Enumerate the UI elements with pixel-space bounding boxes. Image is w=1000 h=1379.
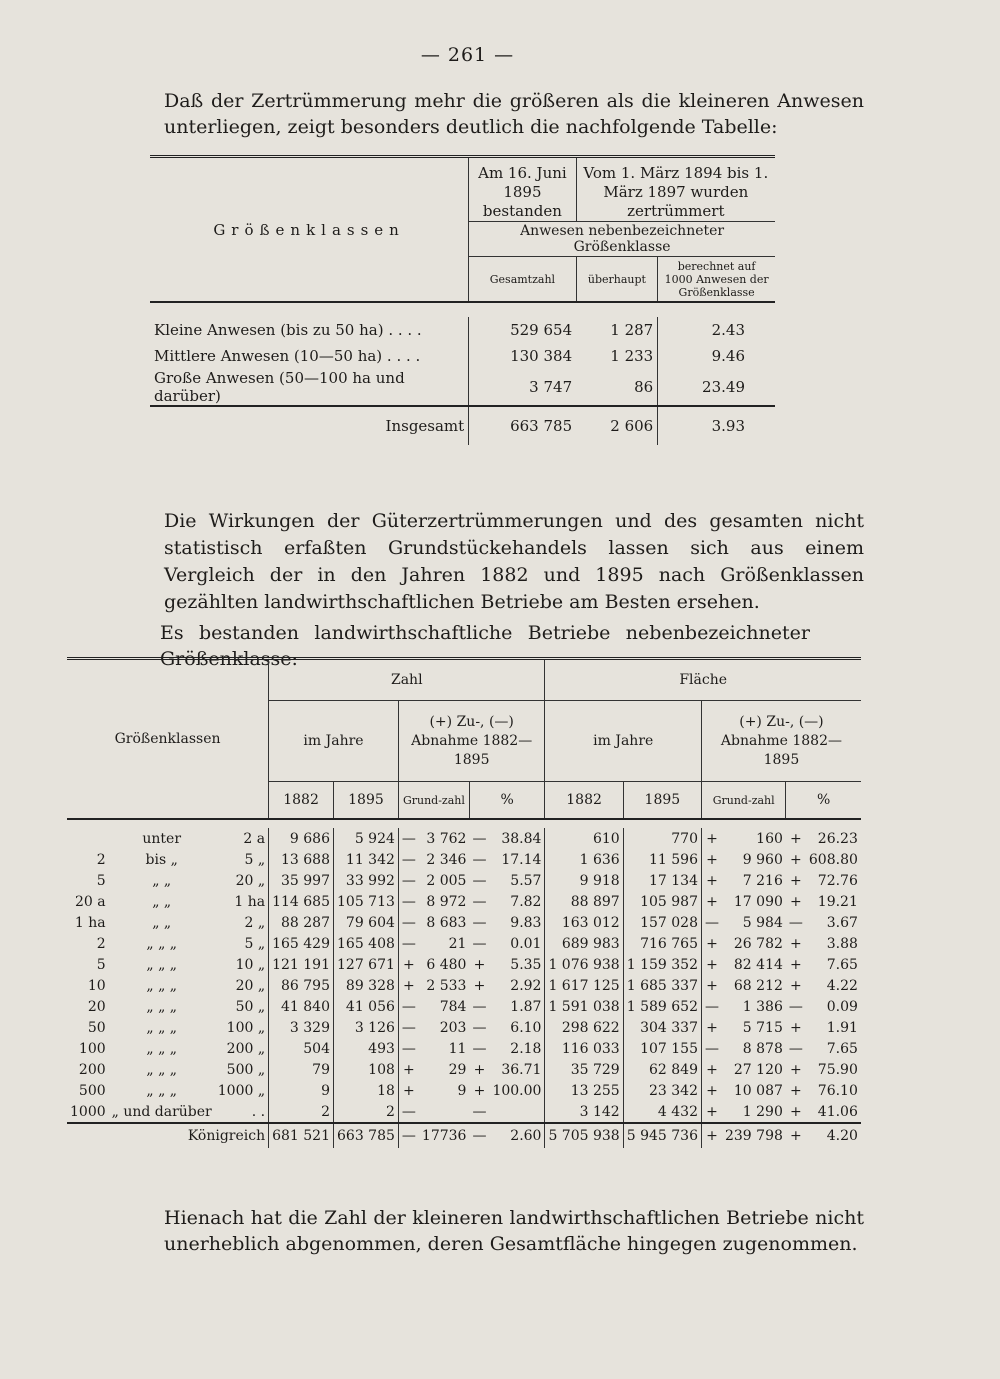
table-cell-b: „ „ „ bbox=[146, 935, 178, 952]
intro-paragraph: Daß der Zertrümmerung mehr die größeren als die kleineren Anwesen unterliegen, zeigt besonders deutlich die nachfolgende Tabelle: bbox=[164, 90, 864, 138]
t2-head-im-jahre-f: im Jahre bbox=[545, 701, 702, 782]
table-cell-a: 200 bbox=[78, 1061, 106, 1078]
table-cell-z82: 41 840 bbox=[269, 996, 334, 1017]
table-cell-fps: + bbox=[790, 956, 802, 973]
table-cell-b: „ „ bbox=[152, 872, 172, 889]
table-row: Mittlere Anwesen (10—50 ha) . . . . 130 384 1 233 9.46 bbox=[150, 343, 775, 369]
table-cell-c: 1 ha bbox=[234, 893, 266, 910]
table-cell-fg: 10 087 bbox=[733, 1082, 783, 1099]
table-cell-z82: 35 997 bbox=[269, 870, 334, 891]
table-cell-f82: 35 729 bbox=[545, 1059, 623, 1080]
table-cell-b: bis „ bbox=[145, 851, 178, 868]
table-cell-c: 500 „ bbox=[226, 1061, 266, 1078]
table-cell-fpv: 72.76 bbox=[817, 872, 858, 889]
table-cell-a: 10 bbox=[87, 977, 106, 994]
table-cell-f95: 1 589 652 bbox=[623, 996, 701, 1017]
table-row bbox=[67, 1017, 861, 1038]
table-cell-c: 20 „ bbox=[235, 872, 266, 889]
table-cell-z95: 108 bbox=[334, 1059, 399, 1080]
table-cell-c: 5 „ bbox=[244, 851, 266, 868]
table-cell-fg: 17 090 bbox=[733, 893, 783, 910]
table-cell-a: 2 bbox=[96, 935, 106, 952]
table-cell-ps: — bbox=[472, 851, 487, 868]
table-cell-fs: + bbox=[701, 1101, 722, 1123]
table-cell-f82: 116 033 bbox=[545, 1038, 623, 1059]
table-cell-fg: 7 216 bbox=[742, 872, 783, 889]
table-cell-fps: + bbox=[790, 1061, 802, 1078]
table-cell-z95: 127 671 bbox=[334, 954, 399, 975]
table-cell-fs: + bbox=[701, 828, 722, 849]
table-cell-zg: 9 bbox=[457, 1082, 467, 1099]
table-cell-fg: 5 715 bbox=[742, 1019, 783, 1036]
table-cell-fps: + bbox=[790, 935, 802, 952]
table-row bbox=[67, 828, 861, 849]
table-cell-zg bbox=[419, 1101, 470, 1123]
table-cell-f82: 689 983 bbox=[545, 933, 623, 954]
table-cell-pv: 36.71 bbox=[501, 1061, 542, 1078]
table-cell-z82: 504 bbox=[269, 1038, 334, 1059]
table-cell-zs: — bbox=[398, 849, 419, 870]
table-cell-z82: 165 429 bbox=[269, 933, 334, 954]
table-cell-ps: — bbox=[472, 1103, 487, 1120]
table-cell-f82: 88 897 bbox=[545, 891, 623, 912]
table-intro-paragraph: Es bestanden landwirthschaftliche Betriebe nebenbezeichneter Größenklasse: bbox=[160, 622, 810, 670]
table-cell-fps: + bbox=[790, 872, 802, 889]
table-cell-z82: 2 bbox=[269, 1101, 334, 1123]
table-cell-zs: — bbox=[398, 870, 419, 891]
table-cell-b: unter bbox=[142, 830, 182, 847]
table-cell-zs: — bbox=[398, 996, 419, 1017]
table-cell-fpv: 0.09 bbox=[826, 998, 858, 1015]
table-cell-pv: 1.87 bbox=[510, 998, 542, 1015]
table-cell-pv bbox=[489, 1101, 545, 1123]
table-cell-zg: 3 762 bbox=[426, 830, 467, 847]
table-cell-fpv: 608.80 bbox=[808, 851, 858, 868]
table-cell-z82: 13 688 bbox=[269, 849, 334, 870]
body-paragraph: Die Wirkungen der Güterzertrümmerungen und des gesamten nicht statistisch erfaßten Grundstückehandels lassen sich aus einem Vergleich der in den Jahren 1882 und 1895 nach Größenklassen gezählten landwirthschaftlichen Betriebe am Besten ersehen. bbox=[164, 510, 864, 613]
table-cell-zs: + bbox=[398, 975, 419, 996]
table-cell-z82: 3 329 bbox=[269, 1017, 334, 1038]
table-cell-z82: 9 bbox=[269, 1080, 334, 1101]
table-zertruemmerung bbox=[150, 155, 775, 445]
table-cell-a: 50 bbox=[87, 1019, 106, 1036]
table-cell-f82: 9 918 bbox=[545, 870, 623, 891]
table-cell-c: 1000 „ bbox=[217, 1082, 266, 1099]
table-row bbox=[67, 975, 861, 996]
table-cell-zg: 8 683 bbox=[426, 914, 467, 931]
table-cell-fs: — bbox=[701, 996, 722, 1017]
table-cell-ps: + bbox=[473, 1061, 486, 1078]
table-cell-c: 2 a bbox=[243, 830, 266, 847]
table-cell-fg: 1 386 bbox=[742, 998, 783, 1015]
table-cell-fps: + bbox=[790, 830, 802, 847]
table-cell-f95: 23 342 bbox=[623, 1080, 701, 1101]
table-cell-pv: 2.18 bbox=[510, 1040, 542, 1057]
t2-head-flaeche: Fläche bbox=[545, 659, 861, 701]
t2-head-im-jahre: im Jahre bbox=[269, 701, 399, 782]
table-cell-z82: 79 bbox=[269, 1059, 334, 1080]
table-cell-fs: + bbox=[701, 1080, 722, 1101]
table-cell-fs: + bbox=[701, 891, 722, 912]
table-cell-f95: 157 028 bbox=[623, 912, 701, 933]
table-cell-fpv: 75.90 bbox=[817, 1061, 858, 1078]
table-cell-f82: 1 617 125 bbox=[545, 975, 623, 996]
table-cell-fps: + bbox=[790, 851, 802, 868]
table-cell-pv: 5.57 bbox=[510, 872, 542, 889]
table-cell-c: 5 „ bbox=[244, 935, 266, 952]
t1-head-vom: Vom 1. März 1894 bis 1. März 1897 wurden zertrümmert bbox=[576, 157, 775, 222]
page-number: — 261 — bbox=[420, 44, 515, 66]
table-cell-f82: 610 bbox=[545, 828, 623, 849]
table-row bbox=[67, 912, 861, 933]
table-cell-zs: — bbox=[398, 828, 419, 849]
table-cell-pv: 100.00 bbox=[492, 1082, 542, 1099]
t1-head-berechnet: berechnet auf 1000 Anwesen der Größenklasse bbox=[658, 257, 775, 303]
table-row bbox=[67, 954, 861, 975]
table-cell-fg: 82 414 bbox=[733, 956, 783, 973]
t1-head-class: Größenklassen bbox=[213, 220, 405, 239]
table-cell-z95: 493 bbox=[334, 1038, 399, 1059]
table-cell-a: 1 ha bbox=[74, 914, 106, 931]
table-cell-pv: 0.01 bbox=[510, 935, 542, 952]
table-cell-ps: — bbox=[472, 830, 487, 847]
table-cell-f82: 13 255 bbox=[545, 1080, 623, 1101]
table-cell-b: „ „ „ bbox=[146, 1061, 178, 1078]
table-cell-z95: 79 604 bbox=[334, 912, 399, 933]
table-cell-z95: 3 126 bbox=[334, 1017, 399, 1038]
table-betriebe: Größenklassen Zahl Fläche im Jahre (+) Zu-, (—) Abnahme 1882—1895 im Jahre (+) Zu-, (—) Abnahme 1882—1895 1882 1895 Grund-zahl % 1882 1895 Grund-zahl % unter 2 a 9 686 5 924 — 3 762 — 38.84 610 770 + 160 + 26.23 2 bis „ 5 „ 13 688 11 342 — 2 346 — 17.14 1 636 11 596 + 9 960 + 608.80 5 „ „ 20 „ 35 997 33 992 — 2 005 — 5.57 9 918 17 134 + 7 216 + 72.76 20 a „ „ 1 ha 114 685 105 713 — 8 972 — 7.82 88 897 105 987 + 17 090 + 19.21 1 ha „ „ 2 „ 88 287 79 604 — 8 683 — 9.83 163 012 157 028 — 5 984 — 3.67 2 „ „ „ 5 „ 165 429 165 408 — 21 — 0.01 689 983 716 765 + 26 782 + 3.88 5 „ „ „ 10 „ 121 191 127 671 + 6 480 + 5.35 1 076 938 1 159 352 + 82 414 + 7.65 10 „ „ „ 20 „ 86 795 89 328 + 2 533 + 2.92 1 617 125 1 685 337 + 68 212 + 4.22 20 „ „ „ 50 „ 41 840 41 056 — 784 — 1.87 1 591 038 1 589 652 — 1 386 — 0.09 50 „ „ „ 100 „ 3 329 3 126 — 203 — 6.10 298 622 304 337 + 5 715 + 1.91 100 „ „ „ 200 „ 504 493 — 11 — 2.18 116 033 107 155 — 8 878 — 7.65 200 „ „ „ 500 „ 79 108 + 29 + 36.71 35 729 62 849 + 27 120 + 75.90 500 „ „ „ 1000 „ 9 18 + 9 + 100.00 13 255 23 342 + 10 087 + 76.10 1000 „ und darüber . . 2 2 — — 3 142 4 432 + 1 290 + 41.06 Königreich 681 521 663 785 — 17736 — 2.60 5 705 938 5 945 736 + 239 798 + 4.20 bbox=[67, 657, 861, 1148]
table-cell-pv: 38.84 bbox=[501, 830, 542, 847]
table-cell-f95: 62 849 bbox=[623, 1059, 701, 1080]
table-cell-pv: 7.82 bbox=[510, 893, 542, 910]
table-cell-a: 1000 bbox=[70, 1103, 106, 1120]
table-row: Große Anwesen (50—100 ha und darüber) 3 747 86 23.49 bbox=[150, 369, 775, 406]
table-cell-fs: + bbox=[701, 849, 722, 870]
table-cell-fg: 1 290 bbox=[742, 1103, 783, 1120]
table-cell-c: . . bbox=[251, 1103, 266, 1120]
table-cell-a: 100 bbox=[78, 1040, 106, 1057]
table-cell-zg: 29 bbox=[448, 1061, 467, 1078]
t1-head-ueberhaupt: überhaupt bbox=[576, 257, 658, 303]
table-cell-pv: 6.10 bbox=[510, 1019, 542, 1036]
table-cell-fg: 8 878 bbox=[742, 1040, 783, 1057]
table-cell-z95: 5 924 bbox=[334, 828, 399, 849]
table-cell-fs: + bbox=[701, 975, 722, 996]
table-cell-b: „ „ „ bbox=[146, 1019, 178, 1036]
table-cell-ps: + bbox=[473, 1082, 486, 1099]
table-cell-b: „ „ „ bbox=[146, 1040, 178, 1057]
table-cell-fpv: 1.91 bbox=[826, 1019, 858, 1036]
table-cell-f82: 1 591 038 bbox=[545, 996, 623, 1017]
table-cell-z95: 41 056 bbox=[334, 996, 399, 1017]
table-cell-f82: 298 622 bbox=[545, 1017, 623, 1038]
table-cell-zs: + bbox=[398, 954, 419, 975]
table-cell-zs: + bbox=[398, 1080, 419, 1101]
table-cell-z82: 9 686 bbox=[269, 828, 334, 849]
table-cell-zg: 2 533 bbox=[426, 977, 467, 994]
table-cell-z82: 121 191 bbox=[269, 954, 334, 975]
table-row bbox=[67, 891, 861, 912]
t1-head-gesamt: Gesamtzahl bbox=[469, 257, 576, 303]
table-cell-fs: + bbox=[701, 1059, 722, 1080]
table-cell-z95: 2 bbox=[334, 1101, 399, 1123]
table-cell-fps: + bbox=[790, 1082, 802, 1099]
table-cell-f82: 3 142 bbox=[545, 1101, 623, 1123]
table-cell-c: 50 „ bbox=[235, 998, 266, 1015]
t2-head-zahl: Zahl bbox=[269, 659, 545, 701]
table-cell-f95: 770 bbox=[623, 828, 701, 849]
table-cell-z95: 33 992 bbox=[334, 870, 399, 891]
total-row: Königreich 681 521 663 785 — 17736 — 2.60 5 705 938 5 945 736 + 239 798 + 4.20 bbox=[67, 1123, 861, 1148]
table-cell-fps: + bbox=[790, 1103, 802, 1120]
table-cell-f82: 1 636 bbox=[545, 849, 623, 870]
table-cell-fpv: 26.23 bbox=[817, 830, 858, 847]
table-cell-c: 200 „ bbox=[226, 1040, 266, 1057]
table-cell-ps: — bbox=[472, 998, 487, 1015]
t2-head-zuab-f: (+) Zu-, (—) Abnahme 1882—1895 bbox=[701, 701, 860, 782]
table-cell-fs: — bbox=[701, 912, 722, 933]
table-cell-f95: 17 134 bbox=[623, 870, 701, 891]
table-cell-pv: 5.35 bbox=[510, 956, 542, 973]
table-cell-a: 20 a bbox=[75, 893, 106, 910]
table-cell-b: „ „ „ bbox=[146, 1082, 178, 1099]
table-cell-fps: — bbox=[788, 914, 803, 931]
table-row bbox=[67, 870, 861, 891]
table-cell-fs: + bbox=[701, 954, 722, 975]
table-cell-fpv: 7.65 bbox=[826, 956, 858, 973]
table-cell-fps: + bbox=[790, 977, 802, 994]
table-cell-fs: + bbox=[701, 1017, 722, 1038]
table-cell-z82: 88 287 bbox=[269, 912, 334, 933]
table-cell-fpv: 3.88 bbox=[826, 935, 858, 952]
table-cell-c: 10 „ bbox=[235, 956, 266, 973]
table-row bbox=[67, 1059, 861, 1080]
table-cell-ps: — bbox=[472, 893, 487, 910]
table-cell-zg: 203 bbox=[439, 1019, 467, 1036]
table-cell-pv: 9.83 bbox=[510, 914, 542, 931]
t2-head-zuab: (+) Zu-, (—) Abnahme 1882—1895 bbox=[398, 701, 545, 782]
table-cell-zs: — bbox=[398, 1038, 419, 1059]
table-cell-fpv: 19.21 bbox=[817, 893, 858, 910]
table-cell-pv: 17.14 bbox=[501, 851, 542, 868]
table-cell-a: 5 bbox=[96, 872, 106, 889]
table-cell-c: 100 „ bbox=[226, 1019, 266, 1036]
table-cell-a: 5 bbox=[96, 956, 106, 973]
table-cell-zs: — bbox=[398, 891, 419, 912]
table-cell-fpv: 41.06 bbox=[817, 1103, 858, 1120]
table-cell-ps: + bbox=[473, 956, 486, 973]
table-cell-fg: 5 984 bbox=[742, 914, 783, 931]
table-cell-fg: 26 782 bbox=[733, 935, 783, 952]
table-cell-f95: 716 765 bbox=[623, 933, 701, 954]
table-cell-z95: 105 713 bbox=[334, 891, 399, 912]
table-cell-fg: 27 120 bbox=[733, 1061, 783, 1078]
table-cell-ps: + bbox=[473, 977, 486, 994]
table-row bbox=[67, 996, 861, 1017]
table-cell-ps: — bbox=[472, 872, 487, 889]
table-cell-f82: 1 076 938 bbox=[545, 954, 623, 975]
table-row bbox=[67, 1080, 861, 1101]
table-cell-b: „ „ bbox=[152, 914, 172, 931]
table-cell-z95: 89 328 bbox=[334, 975, 399, 996]
table-cell-fps: — bbox=[788, 1040, 803, 1057]
table-cell-z82: 114 685 bbox=[269, 891, 334, 912]
table-cell-fs: + bbox=[701, 870, 722, 891]
table-cell-fg: 160 bbox=[756, 830, 783, 847]
table-cell-z95: 18 bbox=[334, 1080, 399, 1101]
table-cell-zs: — bbox=[398, 1101, 419, 1123]
table-cell-fpv: 76.10 bbox=[817, 1082, 858, 1099]
total-row: Insgesamt 663 785 2 606 3.93 bbox=[150, 406, 775, 445]
table-cell-fpv: 3.67 bbox=[826, 914, 858, 931]
table-cell-fs: — bbox=[701, 1038, 722, 1059]
table-cell-fps: — bbox=[788, 998, 803, 1015]
table-cell-f95: 4 432 bbox=[623, 1101, 701, 1123]
table-cell-f95: 304 337 bbox=[623, 1017, 701, 1038]
table-cell-b: „ „ „ bbox=[146, 998, 178, 1015]
table-cell-zg: 8 972 bbox=[426, 893, 467, 910]
table-cell-f95: 1 159 352 bbox=[623, 954, 701, 975]
table-cell-fs: + bbox=[701, 933, 722, 954]
t1-head-am: Am 16. Juni 1895 bestanden bbox=[469, 157, 576, 222]
table-cell-zg: 11 bbox=[448, 1040, 467, 1057]
table-cell-b: „ „ bbox=[152, 893, 172, 910]
table-cell-z82: 86 795 bbox=[269, 975, 334, 996]
table-cell-fg: 9 960 bbox=[742, 851, 783, 868]
table-cell-c: 2 „ bbox=[244, 914, 266, 931]
table-cell-b: „ „ „ bbox=[146, 956, 178, 973]
t2-head-class: Größenklassen bbox=[114, 731, 221, 747]
table-cell-fps: + bbox=[790, 1019, 802, 1036]
table-cell-zs: + bbox=[398, 1059, 419, 1080]
table-cell-ps: — bbox=[472, 1019, 487, 1036]
table-cell-f95: 11 596 bbox=[623, 849, 701, 870]
table-cell-z95: 165 408 bbox=[334, 933, 399, 954]
table-cell-zs: — bbox=[398, 1017, 419, 1038]
table-row bbox=[67, 1101, 861, 1123]
table-cell-fg: 68 212 bbox=[733, 977, 783, 994]
table-row bbox=[67, 933, 861, 954]
table-cell-a: 500 bbox=[78, 1082, 106, 1099]
table-cell-ps: — bbox=[472, 935, 487, 952]
table-cell-zs: — bbox=[398, 912, 419, 933]
table-cell-a: 20 bbox=[87, 998, 106, 1015]
table-cell-b: „ und darüber bbox=[111, 1103, 212, 1120]
table-cell-f95: 107 155 bbox=[623, 1038, 701, 1059]
t1-head-anwesen: Anwesen nebenbezeichneter Größenklasse bbox=[469, 222, 775, 257]
table-cell-fpv: 7.65 bbox=[826, 1040, 858, 1057]
table-cell-f95: 1 685 337 bbox=[623, 975, 701, 996]
table-cell-ps: — bbox=[472, 914, 487, 931]
table-row bbox=[67, 1038, 861, 1059]
table-cell-zg: 2 005 bbox=[426, 872, 467, 889]
table-cell-zg: 6 480 bbox=[426, 956, 467, 973]
table-cell-b: „ „ „ bbox=[146, 977, 178, 994]
table-cell-a bbox=[67, 828, 109, 849]
table-cell-f95: 105 987 bbox=[623, 891, 701, 912]
table-cell-c: 20 „ bbox=[235, 977, 266, 994]
table-cell-z95: 11 342 bbox=[334, 849, 399, 870]
closing-paragraph: Hienach hat die Zahl der kleineren landwirthschaftlichen Betriebe nicht unerheblich abgenommen, deren Gesamtfläche hingegen zugenommen. bbox=[164, 1207, 864, 1255]
table-cell-zg: 21 bbox=[448, 935, 467, 952]
table-cell-fps: + bbox=[790, 893, 802, 910]
table-cell-ps: — bbox=[472, 1040, 487, 1057]
table-cell-fpv: 4.22 bbox=[826, 977, 858, 994]
table-cell-f82: 163 012 bbox=[545, 912, 623, 933]
table-row: Kleine Anwesen (bis zu 50 ha) . . . . 529 654 1 287 2.43 bbox=[150, 317, 775, 343]
table-cell-a: 2 bbox=[96, 851, 106, 868]
table-cell-pv: 2.92 bbox=[510, 977, 542, 994]
table-cell-zg: 784 bbox=[439, 998, 467, 1015]
table-cell-zs: — bbox=[398, 933, 419, 954]
table-cell-zg: 2 346 bbox=[426, 851, 467, 868]
table-row bbox=[67, 849, 861, 870]
